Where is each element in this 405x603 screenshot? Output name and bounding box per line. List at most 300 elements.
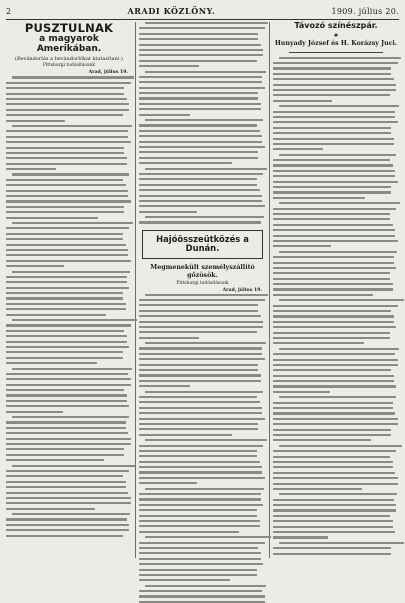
text-line	[279, 542, 404, 544]
text-line	[139, 552, 261, 554]
boxed-headline: Hajóösszeütközés a Dunán.	[142, 230, 263, 259]
text-line	[145, 22, 268, 24]
text-line	[12, 173, 129, 175]
text-line	[273, 288, 393, 290]
column-left	[6, 22, 132, 560]
text-line	[6, 308, 126, 310]
text-line	[6, 411, 63, 413]
text-line	[12, 125, 132, 127]
text-line	[273, 159, 390, 161]
text-line	[273, 235, 395, 237]
text-line	[6, 535, 123, 537]
text-line	[273, 138, 394, 140]
text-line	[6, 200, 131, 202]
text-line	[6, 341, 127, 343]
text-line	[139, 205, 265, 207]
text-line	[145, 439, 267, 441]
text-line	[279, 348, 399, 350]
text-line	[139, 221, 261, 223]
text-line	[139, 385, 190, 387]
article-headline: Távozó színészpár.	[294, 21, 378, 30]
text-line	[6, 400, 127, 402]
text-line	[139, 450, 257, 452]
text-line	[139, 504, 263, 506]
text-line	[145, 536, 271, 538]
text-line	[12, 271, 130, 273]
text-line	[6, 508, 95, 510]
text-line	[139, 38, 258, 40]
text-line	[139, 461, 260, 463]
text-line	[12, 368, 132, 370]
text-line	[139, 401, 260, 403]
text-line	[273, 547, 391, 549]
text-line	[273, 78, 394, 80]
text-line	[279, 57, 401, 59]
text-line	[273, 218, 390, 220]
text-line	[273, 127, 391, 129]
text-line	[279, 251, 397, 253]
article-subhead: Hunyady József és H. Korázsy Juci.	[274, 39, 398, 47]
text-line	[6, 297, 123, 299]
text-line	[139, 558, 261, 560]
text-line	[139, 27, 265, 29]
text-line	[139, 574, 257, 576]
text-line	[273, 509, 396, 511]
text-line	[139, 173, 263, 175]
text-line	[6, 475, 123, 477]
text-line	[139, 482, 197, 484]
text-line	[273, 461, 393, 463]
text-line	[6, 362, 97, 364]
text-line	[6, 114, 123, 116]
masthead-rule	[6, 19, 399, 20]
text-line	[6, 502, 131, 504]
text-line	[6, 432, 128, 434]
text-line	[145, 216, 264, 218]
text-line	[145, 71, 266, 73]
text-line	[6, 141, 131, 143]
text-line	[273, 208, 396, 210]
text-line	[6, 120, 65, 122]
text-line	[6, 227, 129, 229]
text-line	[6, 378, 131, 380]
text-line	[6, 244, 126, 246]
text-line	[139, 146, 265, 148]
text-line	[6, 109, 129, 111]
text-line	[139, 304, 258, 306]
text-line	[145, 585, 266, 587]
article-subhead: Megmenekült személyszállító gőzösök.	[150, 263, 255, 279]
text-line	[273, 423, 398, 425]
text-line	[6, 217, 98, 219]
text-line	[139, 590, 262, 592]
text-line	[6, 179, 123, 181]
text-line	[139, 434, 232, 436]
text-line	[273, 536, 328, 538]
text-line	[273, 267, 396, 269]
text-line	[139, 428, 258, 430]
column-divider	[135, 22, 136, 558]
text-line	[273, 450, 396, 452]
text-line	[273, 278, 390, 280]
text-line	[139, 407, 262, 409]
text-line	[139, 326, 263, 328]
text-line	[273, 283, 393, 285]
text-line	[145, 391, 263, 393]
text-line	[273, 439, 371, 441]
text-line	[6, 427, 126, 429]
masthead	[6, 4, 399, 18]
text-line	[6, 157, 127, 159]
text-line	[139, 331, 257, 333]
article-body	[6, 76, 132, 536]
text-line	[139, 493, 261, 495]
text-line	[279, 154, 396, 156]
text-line	[273, 143, 394, 145]
text-line	[139, 87, 265, 89]
text-line	[273, 111, 395, 113]
text-line	[273, 73, 391, 75]
text-line	[145, 488, 264, 490]
text-line	[6, 373, 128, 375]
text-line	[273, 385, 396, 387]
text-line	[145, 294, 268, 296]
text-line	[6, 287, 129, 289]
text-line	[273, 305, 398, 307]
text-line	[6, 281, 127, 283]
text-line	[139, 466, 262, 468]
text-line	[273, 326, 396, 328]
text-line	[6, 163, 127, 165]
text-line	[139, 374, 261, 376]
text-line	[273, 380, 394, 382]
text-line	[139, 54, 263, 56]
text-line	[139, 151, 258, 153]
text-line	[6, 184, 126, 186]
text-line	[273, 294, 373, 296]
text-line	[6, 98, 127, 100]
text-line	[273, 84, 396, 86]
text-line	[273, 477, 398, 479]
text-line	[139, 515, 257, 517]
text-line	[279, 105, 399, 107]
text-line	[6, 384, 131, 386]
article-headline: PUSZTULNAK	[24, 21, 114, 35]
text-line	[273, 531, 395, 533]
text-line	[6, 292, 123, 294]
text-line	[139, 130, 260, 132]
text-line	[139, 595, 265, 597]
text-line	[273, 526, 393, 528]
text-line	[139, 321, 263, 323]
text-line	[145, 168, 267, 170]
text-line	[139, 509, 257, 511]
text-line	[6, 103, 129, 105]
text-line	[273, 466, 393, 468]
text-line	[12, 222, 133, 224]
separator-rule	[289, 52, 383, 53]
text-line	[273, 353, 395, 355]
text-line	[139, 315, 261, 317]
text-line	[6, 276, 127, 278]
text-line	[6, 324, 131, 326]
text-line	[279, 445, 402, 447]
text-line	[139, 81, 262, 83]
text-line	[139, 531, 239, 533]
text-line	[6, 524, 129, 526]
text-line	[139, 184, 257, 186]
text-line	[139, 579, 230, 581]
text-line	[139, 49, 263, 51]
text-line	[6, 136, 128, 138]
text-line	[6, 249, 128, 251]
column-middle	[139, 22, 266, 560]
text-line	[6, 330, 124, 332]
text-line	[273, 407, 393, 409]
text-line	[273, 240, 398, 242]
text-line	[273, 94, 390, 96]
text-line	[273, 67, 391, 69]
article-body	[139, 294, 266, 603]
text-line	[139, 358, 265, 360]
text-line	[6, 481, 126, 483]
text-line	[6, 351, 123, 353]
text-line	[139, 380, 261, 382]
text-line	[273, 499, 394, 501]
article-dateline: Arad, július 19.	[88, 70, 128, 76]
text-line	[273, 456, 390, 458]
text-line	[139, 369, 258, 371]
text-line	[139, 445, 263, 447]
text-line	[139, 569, 257, 571]
text-line	[273, 412, 395, 414]
text-line	[6, 492, 128, 494]
text-line	[6, 421, 126, 423]
text-line	[273, 553, 391, 555]
text-line	[6, 394, 127, 396]
text-line	[6, 335, 127, 337]
text-line	[273, 100, 332, 102]
text-line	[139, 195, 262, 197]
article-source: Pittsburgi tudósításunk	[176, 280, 229, 286]
text-line	[139, 299, 265, 301]
text-line	[139, 108, 261, 110]
text-line	[139, 211, 197, 213]
text-line	[139, 65, 199, 67]
text-line	[12, 416, 129, 418]
text-line	[139, 189, 260, 191]
text-line	[6, 82, 131, 84]
text-line	[139, 525, 260, 527]
text-line	[273, 181, 398, 183]
text-line	[139, 103, 261, 105]
text-line	[12, 319, 137, 321]
text-line	[139, 547, 258, 549]
text-line	[139, 97, 258, 99]
text-line	[273, 488, 362, 490]
text-line	[6, 443, 131, 445]
text-line	[273, 197, 365, 199]
text-line	[139, 124, 257, 126]
text-line	[6, 238, 123, 240]
text-line	[139, 423, 258, 425]
text-line	[139, 477, 265, 479]
text-line	[273, 375, 394, 377]
text-line	[139, 353, 262, 355]
column-right	[273, 22, 399, 560]
text-line	[273, 224, 393, 226]
text-line	[273, 520, 393, 522]
text-line	[279, 493, 397, 495]
column-divider	[269, 22, 270, 558]
text-line	[6, 454, 124, 456]
text-line	[6, 130, 128, 132]
text-line	[139, 114, 190, 116]
text-line	[273, 515, 390, 517]
text-line	[273, 391, 330, 393]
text-line	[139, 200, 262, 202]
article-source: Pittsburgi tudósításunk	[42, 63, 96, 69]
text-line	[273, 359, 398, 361]
text-line	[6, 448, 124, 450]
text-line	[6, 497, 131, 499]
text-line	[139, 498, 261, 500]
text-line	[6, 518, 127, 520]
text-line	[139, 92, 258, 94]
text-line	[6, 529, 129, 531]
text-line	[139, 542, 265, 544]
text-line	[139, 33, 258, 35]
text-line	[145, 342, 266, 344]
text-line	[139, 396, 257, 398]
text-line	[6, 405, 129, 407]
text-line	[273, 483, 398, 485]
page-number: 2	[6, 6, 12, 16]
text-line	[139, 44, 261, 46]
text-line	[273, 213, 390, 215]
text-line	[273, 272, 390, 274]
text-line	[139, 455, 257, 457]
text-line	[139, 162, 232, 164]
text-line	[6, 93, 124, 95]
text-line	[279, 396, 396, 398]
ornament-star: ✱	[333, 32, 339, 39]
text-line	[6, 206, 124, 208]
text-line	[139, 60, 257, 62]
text-line	[6, 314, 106, 316]
text-line	[139, 347, 262, 349]
text-line	[6, 389, 124, 391]
text-line	[139, 364, 258, 366]
text-line	[139, 178, 257, 180]
text-line	[273, 170, 395, 172]
text-line	[139, 471, 262, 473]
text-line	[139, 412, 262, 414]
text-line	[273, 332, 390, 334]
text-line	[12, 76, 134, 78]
text-line	[273, 229, 395, 231]
text-line	[273, 418, 398, 420]
text-line	[139, 157, 258, 159]
newspaper-title: ARADI KÖZLÖNY.	[127, 6, 216, 16]
text-line	[6, 147, 124, 149]
text-line	[6, 260, 131, 262]
text-line	[279, 299, 404, 301]
text-line	[139, 141, 262, 143]
text-line	[273, 310, 391, 312]
text-line	[273, 164, 393, 166]
text-line	[6, 190, 128, 192]
text-line	[273, 472, 395, 474]
text-line	[6, 346, 129, 348]
article-dateline: Arad, július 19.	[222, 287, 262, 293]
article-body	[273, 57, 399, 555]
text-line	[273, 402, 393, 404]
article-headline-line2: a magyarok Amerikában.	[36, 34, 102, 54]
text-line	[273, 175, 395, 177]
text-line	[273, 504, 396, 506]
text-line	[273, 62, 398, 64]
text-line	[273, 121, 398, 123]
text-line	[139, 337, 199, 339]
text-line	[273, 337, 390, 339]
issue-date: 1909. július 20.	[331, 6, 399, 16]
text-line	[6, 470, 129, 472]
text-line	[145, 119, 263, 121]
text-line	[6, 303, 126, 305]
text-line	[273, 429, 391, 431]
text-line	[6, 265, 64, 267]
text-line	[6, 486, 126, 488]
text-line	[279, 202, 400, 204]
article-subtitle: (Bevándorlás a bevándorlókat kiutasítani.)	[15, 55, 123, 62]
text-line	[273, 191, 391, 193]
text-line	[139, 135, 262, 137]
text-line	[273, 89, 396, 91]
text-line	[6, 211, 124, 213]
text-line	[12, 465, 135, 467]
text-line	[6, 254, 128, 256]
text-line	[6, 168, 56, 170]
text-line	[273, 148, 323, 150]
text-line	[273, 262, 394, 264]
text-line	[273, 186, 391, 188]
text-line	[273, 434, 391, 436]
text-line	[273, 342, 364, 344]
text-line	[6, 459, 104, 461]
text-line	[273, 321, 394, 323]
text-line	[273, 364, 398, 366]
text-line	[273, 245, 331, 247]
text-line	[6, 233, 123, 235]
text-line	[273, 132, 391, 134]
article-body-continued	[139, 22, 266, 224]
text-line	[6, 357, 123, 359]
text-line	[6, 438, 131, 440]
text-line	[6, 152, 124, 154]
text-line	[6, 87, 124, 89]
text-line	[139, 76, 262, 78]
text-line	[273, 116, 395, 118]
text-line	[139, 418, 265, 420]
text-line	[273, 315, 394, 317]
text-line	[139, 310, 258, 312]
text-line	[12, 513, 130, 515]
text-line	[139, 520, 260, 522]
text-line	[6, 195, 128, 197]
text-line	[273, 369, 391, 371]
text-line	[139, 563, 263, 565]
